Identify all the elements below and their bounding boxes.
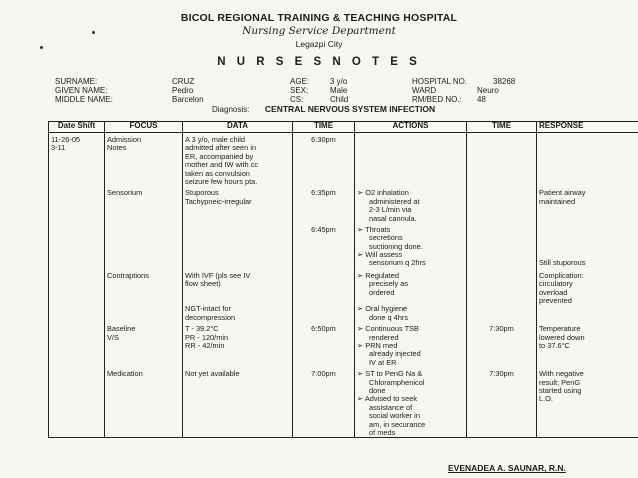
action-text: done	[369, 385, 386, 395]
response-text: circulatory	[539, 279, 573, 289]
action-item	[357, 325, 464, 342]
action-text: Oral hygiene	[365, 304, 408, 314]
age-value: 3 y/o	[330, 77, 348, 86]
data-cell	[183, 133, 293, 187]
action-text: secretions	[369, 233, 403, 243]
data-text	[185, 289, 290, 297]
time-2-text: 7:30pm	[489, 369, 514, 379]
action-text: already injected	[369, 349, 421, 359]
focus-text: Medication	[107, 369, 143, 379]
hospital-no-label: HOSPITAL NO.	[412, 77, 468, 86]
response-text: to 37.6°C	[539, 340, 570, 350]
date-shift-cell	[49, 268, 105, 322]
table-row	[49, 367, 638, 438]
time-2-text	[469, 226, 534, 234]
data-text: A 3 y/o, male child	[185, 135, 245, 144]
bed-no-label: RM/BED NO.:	[412, 95, 462, 104]
response-cell	[537, 367, 638, 438]
data-text: decompression	[185, 312, 236, 322]
data-text: With IVF (pls see IV	[185, 270, 251, 280]
time-cell	[293, 268, 355, 322]
date-shift-cell	[49, 367, 105, 438]
data-text: RR - 42/min	[185, 340, 225, 350]
arrow-bullet-icon: ➢	[357, 270, 364, 280]
action-text: rendered	[369, 332, 399, 342]
data-text: Not yet available	[185, 369, 240, 379]
action-text: nasal cannula.	[369, 213, 417, 223]
action-line	[357, 359, 464, 367]
time-cell	[293, 133, 355, 187]
data-cell	[183, 322, 293, 367]
response-cell	[537, 133, 638, 187]
data-text: mother and IW with cc	[185, 160, 259, 170]
response-text	[539, 234, 636, 242]
action-item	[357, 395, 464, 437]
actions-cell	[355, 268, 467, 322]
response-text: Temperature	[539, 324, 581, 334]
response-text: overload	[539, 287, 568, 297]
time-cell	[293, 186, 355, 223]
time-text	[295, 272, 352, 280]
response-text: prevented	[539, 296, 572, 306]
focus-cell	[105, 186, 183, 223]
response-text: Still stuporous	[539, 258, 586, 268]
action-text: am, in securance	[369, 419, 426, 429]
action-text: 2-3 L/min via	[369, 205, 412, 215]
data-cell	[183, 186, 293, 223]
time-2-text	[469, 136, 534, 144]
cs-label: CS:	[290, 95, 304, 104]
action-item	[357, 272, 464, 297]
surname-value: CRUZ	[172, 77, 195, 86]
action-text: Will assess	[365, 250, 403, 260]
scan-speck	[40, 46, 43, 49]
action-line	[357, 314, 464, 322]
col-header-focus: FOCUS	[105, 122, 183, 133]
diagnosis-label: Diagnosis:	[212, 105, 250, 114]
action-text: precisely as	[369, 279, 409, 289]
time-text: 6:50pm	[311, 324, 336, 334]
response-text: result; PenG	[539, 377, 581, 387]
cs-value: Child	[330, 95, 349, 104]
arrow-bullet-icon: ➢	[357, 340, 364, 350]
action-item	[357, 370, 464, 395]
action-text: Continuous TSB	[365, 324, 419, 334]
sex-value: Male	[330, 86, 348, 95]
arrow-bullet-icon: ➢	[357, 188, 364, 198]
hospital-no-value: 38268	[493, 77, 516, 86]
time-text: 6:35pm	[311, 188, 336, 198]
response-text	[539, 243, 636, 251]
data-text: NGT-intact for	[185, 304, 231, 314]
date-shift-cell	[49, 186, 105, 223]
focus-text: Baseline	[107, 324, 136, 334]
actions-cell	[355, 367, 467, 438]
response-text: started using	[539, 385, 582, 395]
data-cell	[183, 268, 293, 322]
time-2-text: 7:30pm	[489, 324, 514, 334]
response-text: lowered down	[539, 332, 585, 342]
table-row	[49, 223, 638, 268]
city-name: Legazpi City	[295, 39, 343, 49]
given-name-value: Pedro	[172, 86, 194, 95]
table-row	[49, 133, 638, 187]
col-header-date-shift: Date Shift	[49, 122, 105, 133]
response-text	[539, 226, 636, 234]
surname-label: SURNAME:	[55, 77, 98, 86]
page-title: N U R S E S N O T E S	[217, 56, 421, 68]
action-text: Chloramphenicol	[369, 377, 425, 387]
action-item	[357, 251, 464, 268]
time-cell	[293, 223, 355, 268]
time-2-text	[469, 272, 534, 280]
action-text: assistance of	[369, 402, 413, 412]
nurses-notes-table	[48, 121, 638, 438]
action-text: Regulated	[365, 270, 399, 280]
focus-cell	[105, 367, 183, 438]
action-line	[357, 429, 464, 437]
time-2-cell	[467, 186, 537, 223]
response-cell	[537, 268, 638, 322]
action-text: ordered	[369, 287, 395, 297]
date-shift-cell	[49, 133, 105, 187]
col-header-response: RESPONSE	[537, 122, 638, 133]
action-line	[357, 259, 464, 267]
focus-cell	[105, 268, 183, 322]
table-row	[49, 186, 638, 223]
data-cell	[183, 223, 293, 268]
arrow-bullet-icon: ➢	[357, 250, 364, 260]
col-header-time: TIME	[293, 122, 355, 133]
action-text: social worker in	[369, 411, 420, 421]
response-text: With negative	[539, 369, 584, 379]
action-line	[357, 215, 464, 223]
time-text: 6:30pm	[311, 135, 336, 144]
sex-label: SEX:	[290, 86, 309, 95]
action-text: administered at	[369, 196, 420, 206]
action-item	[357, 226, 464, 251]
data-text: admitted after seen in	[185, 143, 257, 153]
date-shift-text: 11-26-05	[51, 135, 81, 144]
time-text: 6:45pm	[311, 224, 336, 234]
time-2-cell	[467, 367, 537, 438]
action-text: Throats	[365, 224, 391, 234]
col-header-actions: ACTIONS	[355, 122, 467, 133]
action-text: of meds	[369, 427, 396, 437]
data-text: taken as convulsion	[185, 168, 250, 178]
data-text: seizure few hours pta.	[185, 176, 258, 186]
action-item	[357, 189, 464, 223]
focus-text: Contraptions	[107, 270, 149, 280]
time-2-cell	[467, 133, 537, 187]
focus-text: Sensorium	[107, 188, 143, 198]
date-shift-cell	[49, 322, 105, 367]
ward-label: WARD	[412, 86, 437, 95]
focus-cell	[105, 223, 183, 268]
col-header-time-2: TIME	[467, 122, 537, 133]
action-text: done q 4hrs	[369, 312, 409, 322]
action-text: ST to PenG Na &	[365, 369, 423, 379]
response-text: L.O.	[539, 394, 553, 404]
focus-cell	[105, 133, 183, 187]
date-shift-cell	[49, 223, 105, 268]
nurse-signature-name: EVENADEA A. SAUNAR, R.N.	[448, 463, 566, 473]
action-item	[357, 342, 464, 367]
action-text: sensorium q 2hrs	[369, 258, 426, 268]
col-header-data: DATA	[183, 122, 293, 133]
response-text: Patient airway	[539, 188, 586, 198]
data-text: T - 39.2°C	[185, 324, 219, 334]
action-text: PRN med	[365, 340, 398, 350]
response-text: Complication:	[539, 270, 584, 280]
arrow-bullet-icon: ➢	[357, 324, 364, 334]
action-item	[357, 305, 464, 322]
bed-no-value: 48	[477, 95, 486, 104]
data-text: ER, accompanied by	[185, 151, 254, 161]
age-label: AGE:	[290, 77, 310, 86]
action-text: Advised to seek	[364, 394, 418, 404]
focus-text: V/S	[107, 332, 119, 342]
table-row	[49, 322, 638, 367]
data-text: Tachypneic-irregular	[185, 196, 252, 206]
actions-cell	[355, 223, 467, 268]
time-2-text	[469, 189, 534, 197]
diagnosis-value: CENTRAL NERVOUS SYSTEM INFECTION	[264, 104, 436, 114]
response-cell	[537, 322, 638, 367]
arrow-bullet-icon: ➢	[357, 394, 364, 404]
hospital-name: BICOL REGIONAL TRAINING & TEACHING HOSPITAL	[180, 12, 458, 24]
arrow-bullet-icon: ➢	[357, 304, 364, 314]
data-cell	[183, 367, 293, 438]
action-text: IV at ER	[369, 357, 397, 367]
diagnosis-line	[212, 104, 435, 114]
time-text: 7:00pm	[311, 369, 336, 379]
scan-speck	[92, 31, 95, 34]
middle-name-label: MIDDLE NAME:	[55, 95, 113, 104]
arrow-bullet-icon: ➢	[357, 224, 364, 234]
response-text: maintained	[539, 196, 576, 206]
time-2-cell	[467, 268, 537, 322]
actions-cell	[355, 133, 467, 187]
time-2-cell	[467, 322, 537, 367]
action-line	[357, 289, 464, 297]
time-cell	[293, 322, 355, 367]
focus-text: Admission	[107, 135, 142, 144]
response-cell	[537, 223, 638, 268]
middle-name-value: Barcelon	[172, 95, 204, 104]
table-header-row	[49, 122, 638, 133]
arrow-bullet-icon: ➢	[357, 369, 364, 379]
given-name-label: GIVEN NAME:	[55, 86, 108, 95]
data-text: PR - 120/min	[185, 332, 229, 342]
response-cell	[537, 186, 638, 223]
department-name: Nursing Service Department	[242, 25, 396, 37]
date-shift-text: 3-11	[51, 143, 66, 153]
focus-text: Notes	[107, 143, 127, 153]
action-text: O2 inhalation	[365, 188, 409, 198]
ward-value: Neuro	[477, 86, 499, 95]
data-text: Stuporous	[185, 188, 219, 198]
time-cell	[293, 367, 355, 438]
focus-cell	[105, 322, 183, 367]
time-2-cell	[467, 223, 537, 268]
data-text: flow sheet)	[185, 279, 221, 289]
actions-cell	[355, 322, 467, 367]
table-row	[49, 268, 638, 322]
action-text: suctioning done.	[369, 241, 423, 251]
actions-cell	[355, 186, 467, 223]
